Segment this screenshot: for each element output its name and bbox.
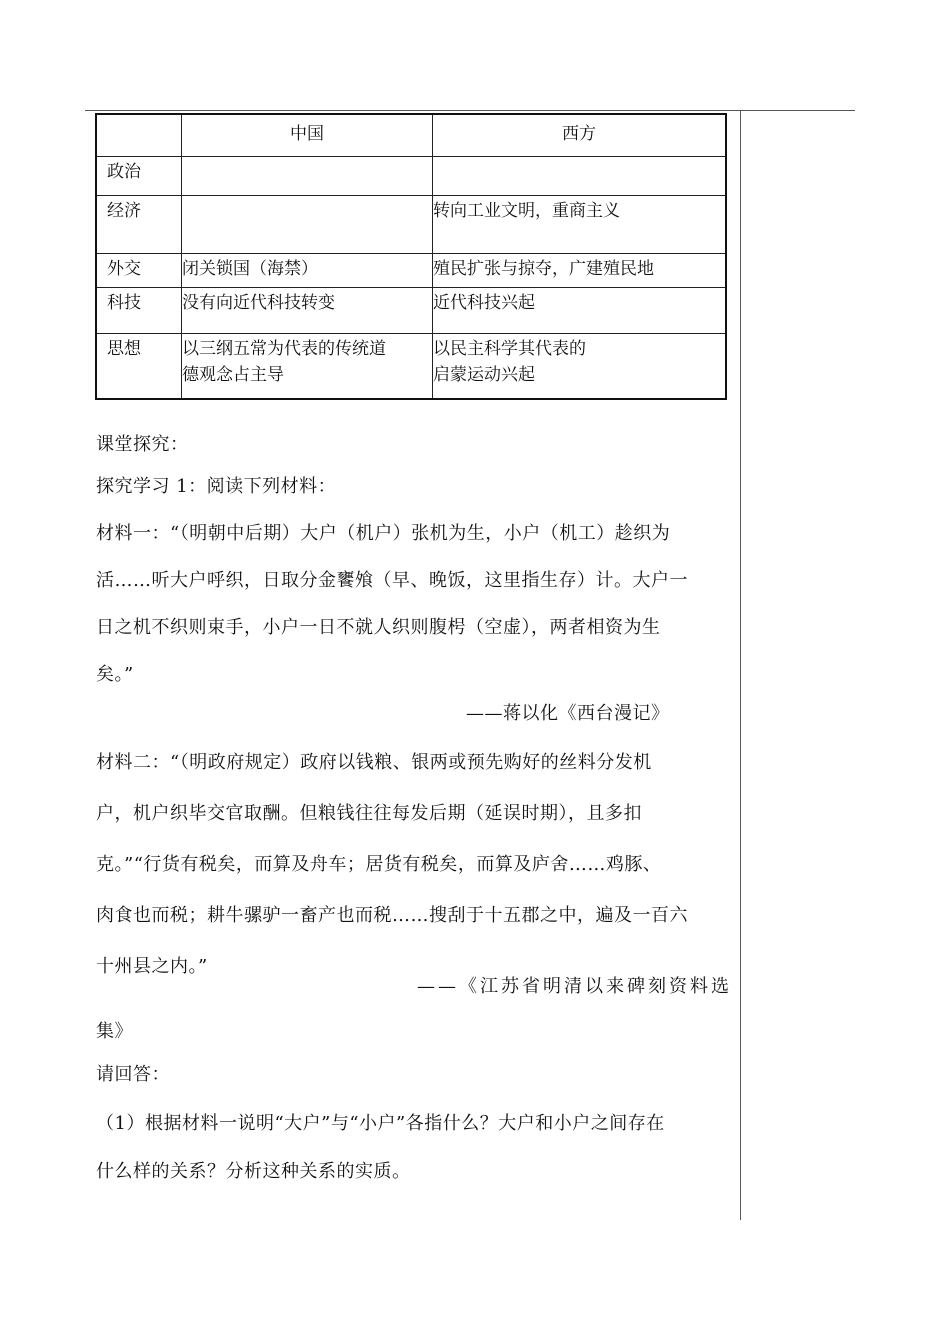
table-cell [182, 156, 433, 195]
material-line: 肉食也而税；耕牛骡驴一畜产也而税……搜刮于十五郡之中，遍及一百六 [96, 905, 688, 926]
material-line: 活……听大户呼织，日取分金饔飧（早、晚饭，这里指生存）计。大户一 [96, 570, 688, 591]
question-one [96, 1100, 732, 1196]
material-line: 十州县之内。” [96, 956, 208, 977]
table-cell [433, 156, 727, 195]
table-cell [433, 333, 727, 399]
material-line: 户，机户织毕交官取酬。但粮钱往往每发后期（延误时期），且多扣 [96, 803, 642, 824]
material-line: 矣。” [96, 664, 134, 685]
table-row [96, 287, 726, 333]
row-label: 科技 [96, 287, 182, 333]
cell-line: 以三纲五常为代表的传统道 [182, 338, 386, 359]
table-header-cell: 西方 [433, 114, 727, 156]
table-row [96, 195, 726, 253]
table-cell: 闭关锁国（海禁） [182, 253, 433, 287]
comparison-table [95, 113, 727, 400]
material-one [96, 510, 732, 698]
inquiry-title: 探究学习 1：阅读下列材料： [96, 476, 337, 497]
table-cell [182, 195, 433, 253]
table-cell [182, 333, 433, 399]
material-line: 材料一：“（明朝中后期）大户（机户）张机为生，小户（机工）趁织为 [96, 523, 671, 544]
cell-line: 以民主科学其代表的 [433, 338, 586, 359]
table-row [96, 156, 726, 195]
table-cell: 转向工业文明，重商主义 [433, 195, 727, 253]
question-line: 什么样的关系？分析这种关系的实质。 [96, 1161, 411, 1182]
table-header-cell: 中国 [182, 114, 433, 156]
table-header-cell [96, 114, 182, 156]
table-cell: 殖民扩张与掠夺，广建殖民地 [433, 253, 727, 287]
material-line: 材料二：“（明政府规定）政府以钱粮、银两或预先购好的丝料分发机 [96, 752, 652, 773]
material-two [96, 737, 732, 992]
material-two-source-cont: 集》 [96, 1021, 133, 1042]
answer-prompt: 请回答： [96, 1064, 170, 1085]
table-row [96, 253, 726, 287]
material-line: 克。”“行货有税矣，而算及舟车；居货有税矣，而算及庐舍……鸡豚、 [96, 854, 662, 875]
cell-line: 德观念占主导 [182, 364, 284, 385]
cell-line: 启蒙运动兴起 [433, 364, 535, 385]
page-margin-rule [740, 110, 741, 1220]
table-row [96, 333, 726, 399]
table-cell: 近代科技兴起 [433, 287, 727, 333]
table-cell: 没有向近代科技转变 [182, 287, 433, 333]
section-title: 课堂探究： [96, 434, 189, 455]
material-two-source: ——《江苏省明清以来碑刻资料选 [417, 976, 732, 997]
row-label: 政治 [96, 156, 182, 195]
question-line: （1）根据材料一说明“大户”与“小户”各指什么？大户和小户之间存在 [96, 1113, 665, 1134]
row-label: 经济 [96, 195, 182, 253]
material-one-source: ——蒋以化《西台漫记》 [466, 703, 670, 724]
row-label: 外交 [96, 253, 182, 287]
row-label: 思想 [96, 333, 182, 399]
material-line: 日之机不织则束手，小户一日不就人织则腹枵（空虚），两者相资为生 [96, 617, 661, 638]
table-header-row [96, 114, 726, 156]
